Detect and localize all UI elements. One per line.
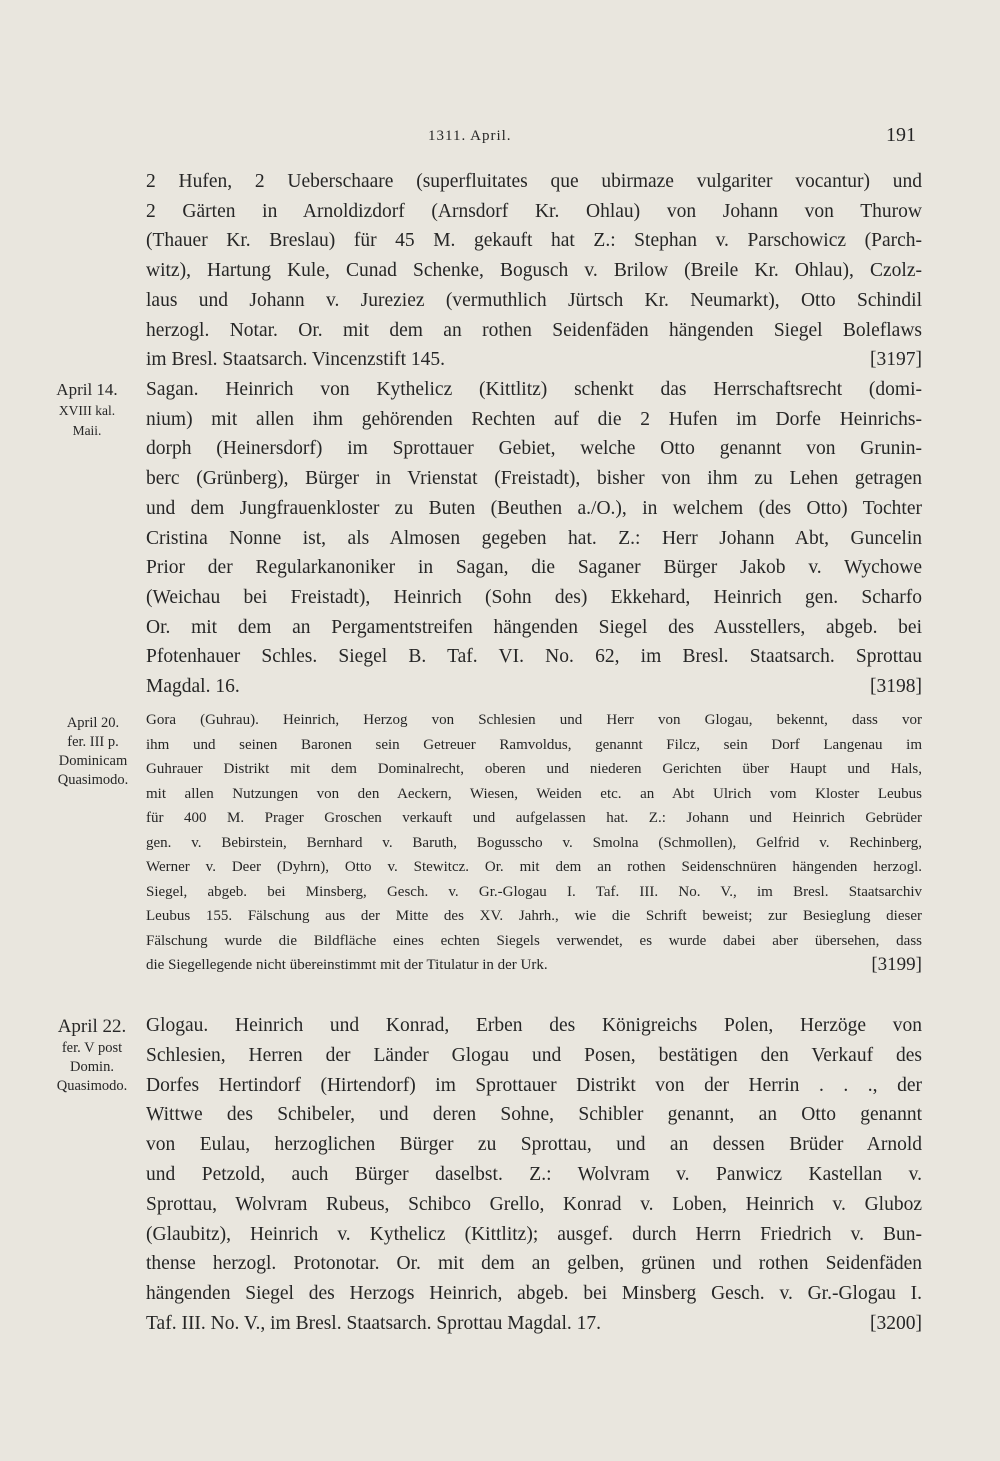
text-line: thense herzogl. Protonotar. Or. mit dem an gelben, grünen und rothen Seidenfäden (146, 1253, 922, 1275)
text-line: Fälschung wurde die Bildfläche eines echten Siegels verwendet, es wurde dabei aber übersehen, dass (146, 932, 922, 949)
margin-date-line: Maii. (72, 423, 102, 438)
text-line: Or. mit dem an Pergamentstreifen hängenden Siegel des Ausstellers, abgeb. bei (146, 616, 922, 638)
text-line: nium) mit allen ihm gehörenden Rechten auf die 2 Hufen im Dorfe Heinrichs- (146, 408, 922, 430)
text-line: Glogau. Heinrich und Konrad, Erben des Königreichs Polen, Herzöge von (146, 1015, 922, 1036)
text-line: (Thauer Kr. Breslau) für 45 M. gekauft hat Z.: Stephan v. Parschowicz (Parch- (146, 230, 922, 252)
margin-date-line: XVIII kal. (58, 403, 116, 418)
margin-date-line: April 14. (56, 380, 118, 399)
margin-date-line: Dominicam (58, 753, 128, 769)
text-line (146, 1309, 922, 1339)
margin-date-line: fer. V post (61, 1040, 123, 1056)
text-line: Wittwe des Schibeler, und deren Sohne, Schibler genannt, an Otto genannt (146, 1104, 922, 1126)
text-line: laus und Johann v. Jureziez (vermuthlich Jürtsch Kr. Neumarkt), Otto Schindil (146, 289, 922, 311)
text-line: Gora (Guhrau). Heinrich, Herzog von Schlesien und Herr von Glogau, bekennt, dass vor (146, 712, 922, 728)
entry-text (146, 708, 922, 978)
text-line: ihm und seinen Baronen sein Getreuer Ramvoldus, genannt Filcz, sein Dorf Langenau im (146, 736, 922, 753)
text-line: herzogl. Notar. Or. mit dem an rothen Seidenfäden hängenden Siegel Boleflaws (146, 319, 922, 341)
margin-date-line: April 20. (66, 715, 120, 731)
margin-date (42, 1015, 142, 1096)
text-line: (Weichau bei Freistadt), Heinrich (Sohn des) Ekkehard, Heinrich gen. Scharfo (146, 586, 922, 608)
text-line: Schlesien, Herren der Länder Glogau und Posen, bestätigen den Verkauf des (146, 1044, 922, 1066)
text-line: Pfotenhauer Schles. Siegel B. Taf. VI. No. 62, im Bresl. Staatsarch. Sprottau (146, 646, 922, 668)
text-line-content: die Siegellegende nicht übereinstimmt mit der Titulatur in der Urk. (146, 957, 548, 973)
text-line: Prior der Regularkanoniker in Sagan, die Saganer Bürger Jakob v. Wychowe (146, 557, 922, 579)
entry-number: [3198] (870, 676, 922, 698)
text-line: Werner v. Deer (Dyhrn), Otto v. Stewitcz. Or. mit dem an rothen Seidenschnüren hängenden herzogl. (146, 859, 922, 875)
text-line: 2 Hufen, 2 Ueberschaare (superfluitates que ubirmaze vulgariter vocantur) und (146, 171, 922, 192)
text-line: und Petzold, auch Bürger daselbst. Z.: Wolvram v. Panwicz Kastellan v. (146, 1163, 922, 1185)
text-line: und dem Jungfrauenkloster zu Buten (Beuthen a./O.), in welchem (des Otto) Tochter (146, 497, 922, 519)
text-line: hängenden Siegel des Herzogs Heinrich, abgeb. bei Minsberg Gesch. v. Gr.-Glogau I. (146, 1283, 922, 1305)
entry-number: [3199] (871, 954, 922, 975)
text-line: witz), Hartung Kule, Cunad Schenke, Bogusch v. Brilow (Breile Kr. Ohlau), Czolz- (146, 260, 922, 282)
text-line-content: Taf. III. No. V., im Bresl. Staatsarch. Sprottau Magdal. 17. (146, 1312, 602, 1334)
text-line: für 400 M. Prager Groschen verkauft und aufgelassen hat. Z.: Johann und Heinrich Gebrüder (146, 810, 922, 826)
text-line: berc (Grünberg), Bürger in Vrienstat (Freistadt), bisher von ihm zu Lehen getragen (146, 468, 922, 490)
text-line (146, 953, 922, 978)
text-line (146, 672, 922, 702)
text-line: (Glaubitz), Heinrich v. Kythelicz (Kittlitz); ausgef. durch Herrn Friedrich v. Bun- (146, 1223, 922, 1245)
text-line: Leubus 155. Fälschung aus der Mitte des XV. Jahrh., wie die Schrift beweist; zur Besieglung dieser (146, 908, 922, 924)
text-line: Sprottau, Wolvram Rubeus, Schibco Grello, Konrad v. Loben, Heinrich v. Gluboz (146, 1193, 922, 1215)
page-header (0, 122, 1000, 152)
text-line-content: im Bresl. Staatsarch. Vincenzstift 145. (146, 349, 446, 371)
margin-date-line: fer. III p. (67, 734, 119, 750)
text-line: 2 Gärten in Arnoldizdorf (Arnsdorf Kr. Ohlau) von Johann von Thurow (146, 200, 922, 222)
margin-date-line: Quasimodo. (56, 1078, 128, 1094)
margin-date (42, 379, 132, 441)
text-line: Cristina Nonne ist, als Almosen gegeben hat. Z.: Herr Johann Abt, Guncelin (146, 527, 922, 549)
text-line: dorph (Heinersdorf) im Sprottauer Gebiet, welche Otto genannt von Grunin- (146, 438, 922, 460)
margin-date-line: April 22. (57, 1016, 127, 1037)
running-head: 1311. April. (428, 128, 512, 144)
entry-text (146, 375, 922, 702)
text-line: Sagan. Heinrich von Kythelicz (Kittlitz) schenkt das Herrschaftsrecht (domi- (146, 379, 922, 400)
entry-text (146, 167, 922, 375)
margin-date-line: Quasimodo. (57, 772, 129, 788)
text-line: mit allen Nutzungen von den Aeckern, Wiesen, Weiden etc. an Abt Ulrich vom Kloster Leubus (146, 785, 922, 802)
text-line: Dorfes Hertindorf (Hirtendorf) im Sprottauer Distrikt von der Herrin . . ., der (146, 1074, 922, 1096)
text-line: von Eulau, herzoglichen Bürger zu Sprottau, und an dessen Brüder Arnold (146, 1134, 922, 1156)
entry-number: [3200] (870, 1312, 922, 1334)
text-line-content: Magdal. 16. (146, 676, 240, 698)
entry-number: [3197] (870, 349, 922, 371)
text-line: gen. v. Bebirstein, Bernhard v. Baruth, Bogusscho v. Smolna (Schmollen), Gelfrid v. Rechinberg, (146, 834, 922, 851)
text-line: Siegel, abgeb. bei Minsberg, Gesch. v. Gr.-Glogau I. Taf. III. No. V., im Bresl. Staatsarchiv (146, 883, 922, 900)
entry-text (146, 1011, 922, 1339)
margin-date-line: Domin. (70, 1059, 114, 1075)
margin-date (40, 714, 146, 790)
text-line (146, 345, 922, 375)
page-number: 191 (886, 124, 916, 146)
text-line: Guhrauer Distrikt mit dem Dominalrecht, oberen und niederen Gerichten über Haupt und Hals, (146, 761, 922, 777)
